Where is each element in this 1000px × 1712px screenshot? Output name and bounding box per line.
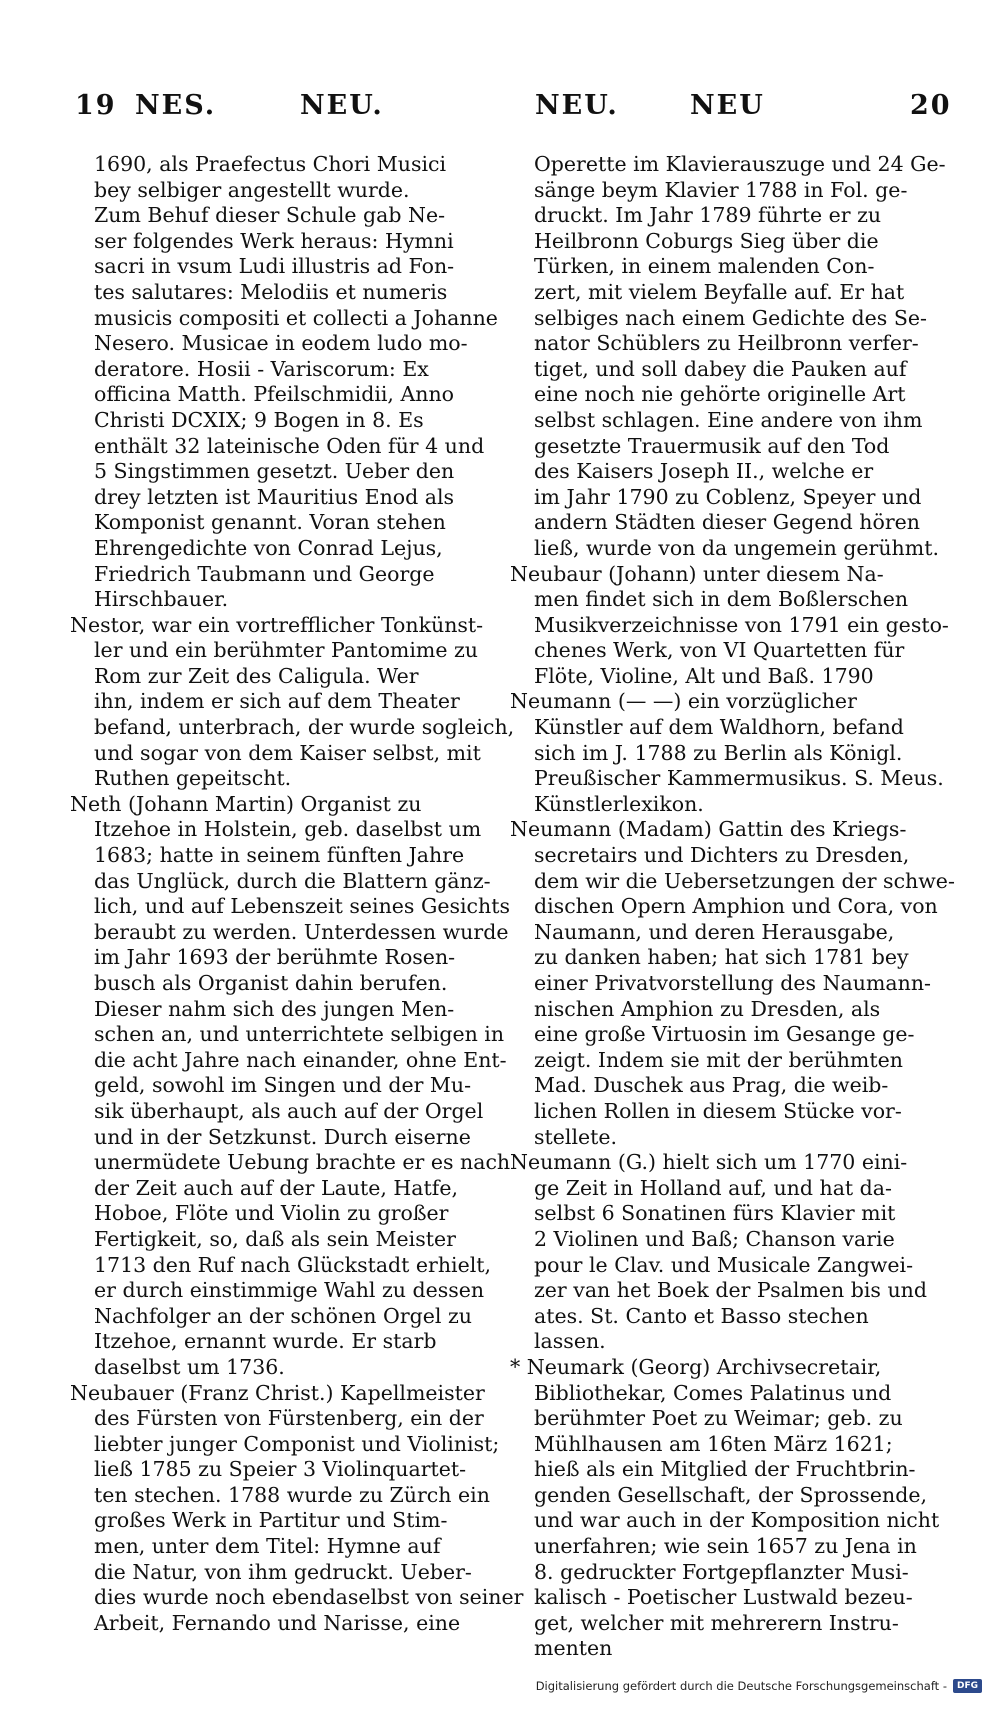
text-line: men findet sich in dem Boßlerschen xyxy=(534,587,909,612)
running-head-3: NEU. xyxy=(535,90,619,121)
text-line: ge Zeit in Holland auf, und hat da- xyxy=(534,1175,892,1200)
text-line: hieß als ein Mitglied der Fruchtbrin- xyxy=(534,1457,916,1482)
text-line: musicis compositi et collecti a Johanne xyxy=(94,305,498,330)
text-line: Neubaur (Johann) unter diesem Na- xyxy=(510,561,884,586)
text-line: 8. gedruckter Fortgepflanzter Musi- xyxy=(534,1559,909,1584)
text-line: Neth (Johann Martin) Organist zu xyxy=(70,791,422,816)
text-line: Operette im Klavierauszuge und 24 Ge- xyxy=(534,152,946,176)
text-line: lichen Rollen in diesem Stücke vor- xyxy=(534,1098,902,1123)
text-line: nator Schüblers zu Heilbronn verfer- xyxy=(534,331,919,356)
text-line: Preußischer Kammermusikus. S. Meus. xyxy=(534,766,944,791)
text-line: Itzehoe in Holstein, geb. daselbst um xyxy=(94,817,482,842)
running-head-1: NES. xyxy=(135,90,217,121)
text-line: Rom zur Zeit des Caligula. Wer xyxy=(94,663,419,688)
text-line: tiget, und soll dabey die Pauken auf xyxy=(534,356,907,381)
text-line: zu danken haben; hat sich 1781 bey xyxy=(534,945,909,970)
text-line: menten xyxy=(534,1636,613,1661)
text-line: Ruthen gepeitscht. xyxy=(94,766,292,791)
text-line: sich im J. 1788 zu Berlin als Königl. xyxy=(534,740,903,765)
text-line: Friedrich Taubmann und George xyxy=(94,561,435,586)
running-head-4: NEU xyxy=(690,90,765,121)
text-line: zeigt. Indem sie mit der berühmten xyxy=(534,1047,903,1072)
page-header xyxy=(75,90,952,130)
text-line: gesetzte Trauermusik auf den Tod xyxy=(534,433,890,458)
text-line: und in der Setzkunst. Durch eiserne xyxy=(94,1124,471,1149)
text-line: Christi DCXIX; 9 Bogen in 8. Es xyxy=(94,407,424,432)
text-line: enthält 32 lateinische Oden für 4 und xyxy=(94,433,485,458)
text-line: beraubt zu werden. Unterdessen wurde xyxy=(94,919,509,944)
page-number-right: 20 xyxy=(910,90,952,121)
text-line: geld, sowohl im Singen und der Mu- xyxy=(94,1073,472,1098)
text-line: lich, und auf Lebenszeit seines Gesichts xyxy=(94,894,510,919)
text-line: officina Matth. Pfeilschmidii, Anno xyxy=(94,382,455,407)
text-line: 5 Singstimmen gesetzt. Ueber den xyxy=(94,459,455,484)
text-line: Türken, in einem malenden Con- xyxy=(534,254,875,279)
text-line: das Unglück, durch die Blattern gänz- xyxy=(94,868,491,893)
text-line: dem wir die Uebersetzungen der schwe- xyxy=(534,868,955,893)
text-line: 1683; hatte in seinem fünften Jahre xyxy=(94,843,465,868)
text-line: einer Privatvorstellung des Naumann- xyxy=(534,971,931,995)
text-line: pour le Clav. und Musicale Zangwei- xyxy=(534,1252,914,1277)
text-line: 1690, als Praefectus Chori Musici xyxy=(94,152,447,176)
text-line: stellete. xyxy=(534,1124,618,1149)
text-line: Fertigkeit, so, daß als sein Meister xyxy=(94,1226,456,1251)
text-line: unerfahren; wie sein 1657 zu Jena in xyxy=(534,1534,917,1559)
text-line: genden Gesellschaft, der Sprossende, xyxy=(534,1482,928,1507)
text-line: im Jahr 1693 der berühmte Rosen- xyxy=(94,945,456,970)
text-line: Bibliothekar, Comes Palatinus und xyxy=(534,1380,892,1405)
text-line: dischen Opern Amphion und Cora, von xyxy=(534,894,938,919)
text-line: Itzehoe, ernannt wurde. Er starb xyxy=(94,1329,437,1354)
text-line: selbst 6 Sonatinen fürs Klavier mit xyxy=(534,1201,896,1226)
right-column xyxy=(510,152,955,1662)
text-line: Neubauer (Franz Christ.) Kapellmeister xyxy=(70,1380,485,1405)
footer xyxy=(536,1676,982,1696)
text-line: deratore. Hosii - Variscorum: Ex xyxy=(94,356,429,381)
text-line: Musikverzeichnisse von 1791 ein gesto- xyxy=(534,612,949,637)
text-line: lassen. xyxy=(534,1329,606,1354)
text-line: drey letzten ist Mauritius Enod als xyxy=(94,484,455,509)
text-line: die Natur, von ihm gedruckt. Ueber- xyxy=(94,1559,472,1584)
text-line: und sogar von dem Kaiser selbst, mit xyxy=(94,740,481,765)
text-line: tes salutares: Melodiis et numeris xyxy=(94,279,448,304)
text-line: chenes Werk, von VI Quartetten für xyxy=(534,638,905,663)
text-line: secretairs und Dichters zu Dresden, xyxy=(534,843,910,868)
left-column xyxy=(70,152,524,1636)
text-line: Hirschbauer. xyxy=(94,587,229,612)
text-line: ler und ein berühmter Pantomime zu xyxy=(94,638,479,663)
text-line: unermüdete Uebung brachte er es nach xyxy=(94,1150,511,1175)
text-line: zert, mit vielem Beyfalle auf. Er hat xyxy=(534,279,905,304)
text-line: 1713 den Ruf nach Glückstadt erhielt, xyxy=(94,1252,492,1277)
text-line: ließ, wurde von da ungemein gerühmt. xyxy=(534,535,939,560)
text-line: befand, unterbrach, der wurde sogleich, xyxy=(94,715,515,740)
text-line: er durch einstimmige Wahl zu dessen xyxy=(94,1278,485,1303)
text-line: zer van het Boek der Psalmen bis und xyxy=(534,1278,927,1303)
text-line: schen an, und unterrichtete selbigen in xyxy=(94,1022,505,1047)
text-line: nischen Amphion zu Dresden, als xyxy=(534,996,881,1021)
text-line: Arbeit, Fernando und Narisse, eine xyxy=(94,1610,461,1635)
text-line: sik überhaupt, als auch auf der Orgel xyxy=(94,1098,484,1123)
text-line: im Jahr 1790 zu Coblenz, Speyer und xyxy=(534,484,922,509)
text-line: Nesero. Musicae in eodem ludo mo- xyxy=(94,331,468,356)
text-line: ser folgendes Werk heraus: Hymni xyxy=(94,228,454,253)
text-line: druckt. Im Jahr 1789 führte er zu xyxy=(534,203,882,228)
text-line: Zum Behuf dieser Schule gab Ne- xyxy=(94,203,446,228)
text-line: eine noch nie gehörte originelle Art xyxy=(534,382,906,407)
text-line: Heilbronn Coburgs Sieg über die xyxy=(534,228,879,253)
text-line: Neumann (G.) hielt sich um 1770 eini- xyxy=(510,1150,908,1175)
text-line: eine große Virtuosin im Gesange ge- xyxy=(534,1022,915,1047)
text-line: Neumann (Madam) Gattin des Kriegs- xyxy=(510,817,907,842)
text-line: Ehrengedichte von Conrad Lejus, xyxy=(94,535,443,560)
text-line: busch als Organist dahin berufen. xyxy=(94,971,448,995)
footer-credit: Digitalisierung gefördert durch die Deutsche Forschungsgemeinschaft - xyxy=(535,1679,947,1693)
text-line: großes Werk in Partitur und Stim- xyxy=(94,1508,448,1533)
running-head-2: NEU. xyxy=(300,90,384,121)
text-line: Hoboe, Flöte und Violin zu großer xyxy=(94,1201,449,1226)
text-line: ihn, indem er sich auf dem Theater xyxy=(94,689,460,714)
text-line: bey selbiger angestellt wurde. xyxy=(94,177,410,202)
text-line: Nachfolger an der schönen Orgel zu xyxy=(94,1303,472,1328)
text-line: * Neumark (Georg) Archivsecretair, xyxy=(510,1354,882,1379)
text-line: Dieser nahm sich des jungen Men- xyxy=(94,996,455,1021)
text-line: Flöte, Violine, Alt und Baß. 1790 xyxy=(534,663,874,688)
text-line: ließ 1785 zu Speier 3 Violinquartet- xyxy=(94,1457,467,1482)
text-line: Künstlerlexikon. xyxy=(534,791,704,816)
text-line: Neumann (— —) ein vorzüglicher xyxy=(510,689,857,714)
text-line: sänge beym Klavier 1788 in Fol. ge- xyxy=(534,177,908,202)
text-line: ates. St. Canto et Basso stechen xyxy=(534,1303,869,1328)
text-line: Künstler auf dem Waldhorn, befand xyxy=(534,715,904,740)
text-line: des Kaisers Joseph II., welche er xyxy=(534,459,874,484)
dfg-logo: DFG xyxy=(953,1679,982,1693)
text-line: andern Städten dieser Gegend hören xyxy=(534,510,920,535)
text-line: Mühlhausen am 16ten März 1621; xyxy=(534,1431,893,1456)
text-line: daselbst um 1736. xyxy=(94,1354,285,1379)
text-line: Nestor, war ein vortrefflicher Tonkünst- xyxy=(70,612,484,637)
text-line: berühmter Poet zu Weimar; geb. zu xyxy=(534,1406,903,1431)
text-line: Naumann, und deren Herausgabe, xyxy=(534,919,895,944)
text-line: des Fürsten von Fürstenberg, ein der xyxy=(94,1406,484,1431)
text-line: men, unter dem Titel: Hymne auf xyxy=(94,1534,441,1559)
text-line: der Zeit auch auf der Laute, Hatfe, xyxy=(94,1175,458,1200)
text-line: 2 Violinen und Baß; Chanson varie xyxy=(534,1226,895,1251)
text-line: liebter junger Componist und Violinist; xyxy=(94,1431,500,1456)
page-number-left: 19 xyxy=(75,90,117,121)
text-line: get, welcher mit mehrerern Instru- xyxy=(534,1610,899,1635)
text-line: selbiges nach einem Gedichte des Se- xyxy=(534,305,927,330)
text-line: sacri in vsum Ludi illustris ad Fon- xyxy=(94,254,455,279)
text-line: und war auch in der Komposition nicht xyxy=(534,1508,940,1533)
text-line: die acht Jahre nach einander, ohne Ent- xyxy=(94,1047,507,1072)
text-line: selbst schlagen. Eine andere von ihm xyxy=(534,407,923,432)
text-line: Mad. Duschek aus Prag, die weib- xyxy=(534,1073,889,1098)
text-line: ten stechen. 1788 wurde zu Zürch ein xyxy=(94,1482,490,1507)
text-line: dies wurde noch ebendaselbst von seiner xyxy=(94,1585,524,1610)
text-line: kalisch - Poetischer Lustwald bezeu- xyxy=(534,1585,913,1610)
text-line: Komponist genannt. Voran stehen xyxy=(94,510,446,535)
